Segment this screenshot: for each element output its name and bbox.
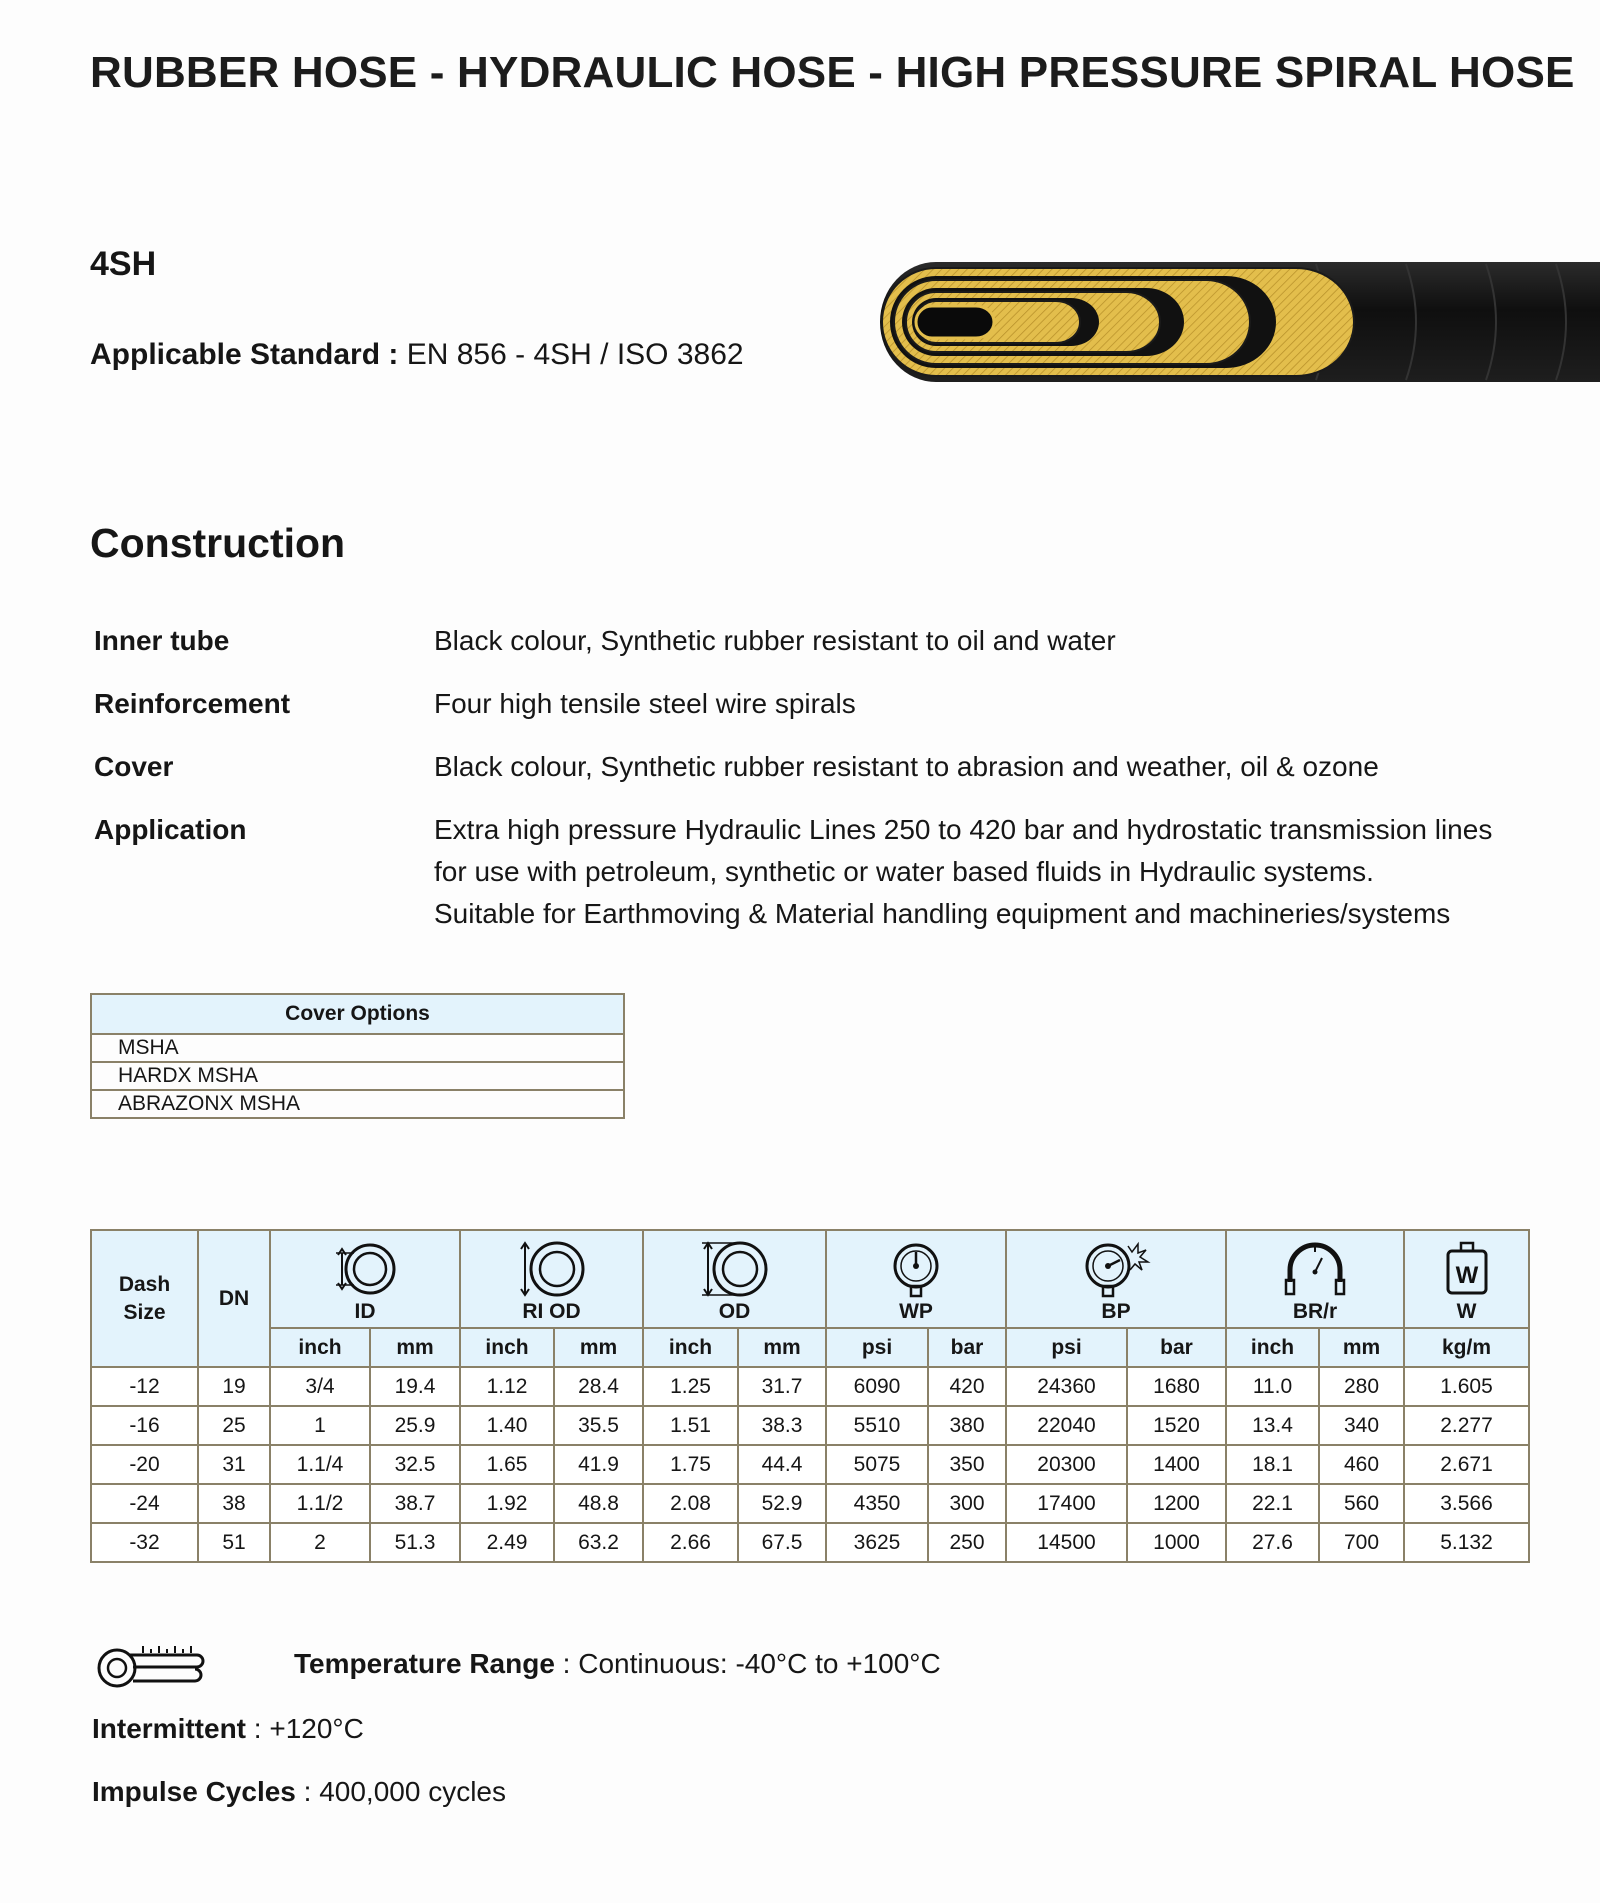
- cover-options-table: [90, 993, 625, 1119]
- table-cell: 1.1/2: [270, 1484, 370, 1523]
- unit-header: psi: [826, 1328, 928, 1367]
- table-cell: 38.7: [370, 1484, 460, 1523]
- table-cell: 11.0: [1226, 1367, 1319, 1406]
- burst-pressure-gauge-icon: [1078, 1240, 1154, 1298]
- table-row: [91, 1445, 1529, 1484]
- table-cell: 380: [928, 1406, 1006, 1445]
- table-row: [91, 1367, 1529, 1406]
- table-cell: 32.5: [370, 1445, 460, 1484]
- table-cell: 2.66: [643, 1523, 738, 1562]
- unit-header: inch: [1226, 1328, 1319, 1367]
- unit-header: bar: [1127, 1328, 1226, 1367]
- page-title: RUBBER HOSE - HYDRAULIC HOSE - HIGH PRESSURE SPIRAL HOSE: [90, 48, 1575, 97]
- intermittent-temperature: [92, 1713, 364, 1745]
- table-cell: 22040: [1006, 1406, 1127, 1445]
- spiral-hose-cutaway-icon: [876, 258, 1600, 386]
- table-cell: 19: [198, 1367, 270, 1406]
- table-cell: 1200: [1127, 1484, 1226, 1523]
- table-cell: 1: [270, 1406, 370, 1445]
- table-row: [91, 1406, 1529, 1445]
- table-cell: 2.671: [1404, 1445, 1529, 1484]
- table-cell: 2.277: [1404, 1406, 1529, 1445]
- table-cell: 3.566: [1404, 1484, 1529, 1523]
- table-cell: 25.9: [370, 1406, 460, 1445]
- table-cell: 67.5: [738, 1523, 826, 1562]
- table-cell: 25: [198, 1406, 270, 1445]
- application-line: Suitable for Earthmoving & Material handling equipment and machineries/systems: [434, 898, 1451, 929]
- table-cell: 31.7: [738, 1367, 826, 1406]
- intermittent-value: : +120°C: [253, 1713, 364, 1744]
- table-cell: 31: [198, 1445, 270, 1484]
- table-cell: -24: [91, 1484, 198, 1523]
- construction-value: Four high tensile steel wire spirals: [434, 688, 856, 719]
- table-cell: 1.92: [460, 1484, 554, 1523]
- weight-icon: [1442, 1240, 1492, 1298]
- table-cell: 1.51: [643, 1406, 738, 1445]
- table-row: [91, 1523, 1529, 1562]
- unit-header: inch: [643, 1328, 738, 1367]
- group-label: BR/r: [1292, 1300, 1338, 1323]
- table-cell: 5510: [826, 1406, 928, 1445]
- outer-diameter-icon: [700, 1240, 770, 1298]
- group-label: RI OD: [522, 1300, 581, 1323]
- col-group-od: [643, 1230, 826, 1328]
- unit-header: bar: [928, 1328, 1006, 1367]
- table-cell: 2: [270, 1523, 370, 1562]
- thermometer-icon: [95, 1640, 205, 1690]
- unit-header: inch: [270, 1328, 370, 1367]
- table-cell: 1.65: [460, 1445, 554, 1484]
- table-cell: 1.12: [460, 1367, 554, 1406]
- intermittent-label: Intermittent: [92, 1713, 246, 1744]
- cover-option: ABRAZONX MSHA: [91, 1090, 624, 1118]
- construction-value: Black colour, Synthetic rubber resistant to oil and water: [434, 625, 1116, 656]
- working-pressure-gauge-icon: [886, 1240, 946, 1298]
- table-cell: 63.2: [554, 1523, 643, 1562]
- table-cell: 560: [1319, 1484, 1404, 1523]
- table-cell: 1.1/4: [270, 1445, 370, 1484]
- table-cell: 1.40: [460, 1406, 554, 1445]
- cover-options-header: Cover Options: [91, 994, 624, 1034]
- applicable-standard: [90, 338, 744, 372]
- construction-label: Reinforcement: [94, 688, 291, 719]
- table-cell: 38.3: [738, 1406, 826, 1445]
- table-cell: 28.4: [554, 1367, 643, 1406]
- impulse-cycles: [92, 1776, 506, 1808]
- table-cell: -12: [91, 1367, 198, 1406]
- construction-label: Inner tube: [94, 625, 230, 656]
- table-cell: 250: [928, 1523, 1006, 1562]
- reinforcement-od-icon: [517, 1240, 587, 1298]
- col-dn: DN: [198, 1230, 270, 1367]
- cover-option: MSHA: [91, 1034, 624, 1062]
- table-cell: 52.9: [738, 1484, 826, 1523]
- table-cell: 2.08: [643, 1484, 738, 1523]
- unit-header: mm: [1319, 1328, 1404, 1367]
- col-group-id: [270, 1230, 460, 1328]
- bend-radius-icon: [1280, 1240, 1350, 1298]
- table-cell: 280: [1319, 1367, 1404, 1406]
- table-cell: 27.6: [1226, 1523, 1319, 1562]
- table-cell: 19.4: [370, 1367, 460, 1406]
- group-label: WP: [899, 1300, 933, 1323]
- table-cell: 1520: [1127, 1406, 1226, 1445]
- unit-header: psi: [1006, 1328, 1127, 1367]
- table-cell: 13.4: [1226, 1406, 1319, 1445]
- table-cell: 1.605: [1404, 1367, 1529, 1406]
- col-dash-size: Dash Size: [91, 1230, 198, 1367]
- table-cell: -20: [91, 1445, 198, 1484]
- table-cell: 14500: [1006, 1523, 1127, 1562]
- construction-value: Black colour, Synthetic rubber resistant to abrasion and weather, oil & ozone: [434, 751, 1379, 782]
- col-group-wp: [826, 1230, 1006, 1328]
- impulse-label: Impulse Cycles: [92, 1776, 296, 1807]
- svg-text:W: W: [1455, 1262, 1478, 1289]
- group-label: ID: [354, 1300, 376, 1323]
- application-line: for use with petroleum, synthetic or water based fluids in Hydraulic systems.: [434, 856, 1374, 887]
- table-cell: 51: [198, 1523, 270, 1562]
- table-cell: 300: [928, 1484, 1006, 1523]
- construction-heading: Construction: [90, 520, 346, 566]
- application-line: Extra high pressure Hydraulic Lines 250 to 420 bar and hydrostatic transmission lines: [434, 814, 1493, 845]
- col-group-ri-od: [460, 1230, 643, 1328]
- unit-header: mm: [554, 1328, 643, 1367]
- standard-label: Applicable Standard :: [90, 338, 399, 371]
- table-cell: -32: [91, 1523, 198, 1562]
- table-cell: 3625: [826, 1523, 928, 1562]
- construction-label: Application: [94, 814, 247, 845]
- table-cell: 4350: [826, 1484, 928, 1523]
- table-cell: 20300: [1006, 1445, 1127, 1484]
- group-label: BP: [1101, 1300, 1131, 1323]
- table-cell: 1.25: [643, 1367, 738, 1406]
- temperature-label: Temperature Range: [294, 1648, 555, 1679]
- table-cell: -16: [91, 1406, 198, 1445]
- table-row: [91, 1484, 1529, 1523]
- table-cell: 17400: [1006, 1484, 1127, 1523]
- table-cell: 2.49: [460, 1523, 554, 1562]
- spec-table: [90, 1229, 1530, 1563]
- table-cell: 1680: [1127, 1367, 1226, 1406]
- unit-header: kg/m: [1404, 1328, 1529, 1367]
- temperature-range: [294, 1648, 941, 1680]
- inner-diameter-icon: [330, 1240, 400, 1298]
- col-group-br: [1226, 1230, 1404, 1328]
- group-label: W: [1456, 1300, 1477, 1323]
- col-group-bp: [1006, 1230, 1226, 1328]
- construction-value: [434, 809, 1574, 935]
- table-cell: 5075: [826, 1445, 928, 1484]
- table-cell: 700: [1319, 1523, 1404, 1562]
- table-cell: 460: [1319, 1445, 1404, 1484]
- temperature-value: : Continuous: -40°C to +100°C: [562, 1648, 941, 1679]
- standard-value: EN 856 - 4SH / ISO 3862: [406, 338, 744, 371]
- table-cell: 5.132: [1404, 1523, 1529, 1562]
- table-cell: 340: [1319, 1406, 1404, 1445]
- table-cell: 48.8: [554, 1484, 643, 1523]
- unit-header: inch: [460, 1328, 554, 1367]
- table-cell: 18.1: [1226, 1445, 1319, 1484]
- table-cell: 3/4: [270, 1367, 370, 1406]
- group-label: OD: [718, 1300, 751, 1323]
- table-cell: 38: [198, 1484, 270, 1523]
- unit-header: mm: [738, 1328, 826, 1367]
- table-cell: 22.1: [1226, 1484, 1319, 1523]
- table-cell: 24360: [1006, 1367, 1127, 1406]
- table-cell: 6090: [826, 1367, 928, 1406]
- table-cell: 1400: [1127, 1445, 1226, 1484]
- table-cell: 350: [928, 1445, 1006, 1484]
- cover-option: HARDX MSHA: [91, 1062, 624, 1090]
- col-group-w: [1404, 1230, 1529, 1328]
- table-cell: 1000: [1127, 1523, 1226, 1562]
- table-cell: 1.75: [643, 1445, 738, 1484]
- unit-header: mm: [370, 1328, 460, 1367]
- table-cell: 35.5: [554, 1406, 643, 1445]
- table-cell: 420: [928, 1367, 1006, 1406]
- table-cell: 44.4: [738, 1445, 826, 1484]
- table-cell: 51.3: [370, 1523, 460, 1562]
- table-cell: 41.9: [554, 1445, 643, 1484]
- product-code: 4SH: [90, 245, 157, 283]
- construction-label: Cover: [94, 751, 174, 782]
- impulse-value: : 400,000 cycles: [303, 1776, 506, 1807]
